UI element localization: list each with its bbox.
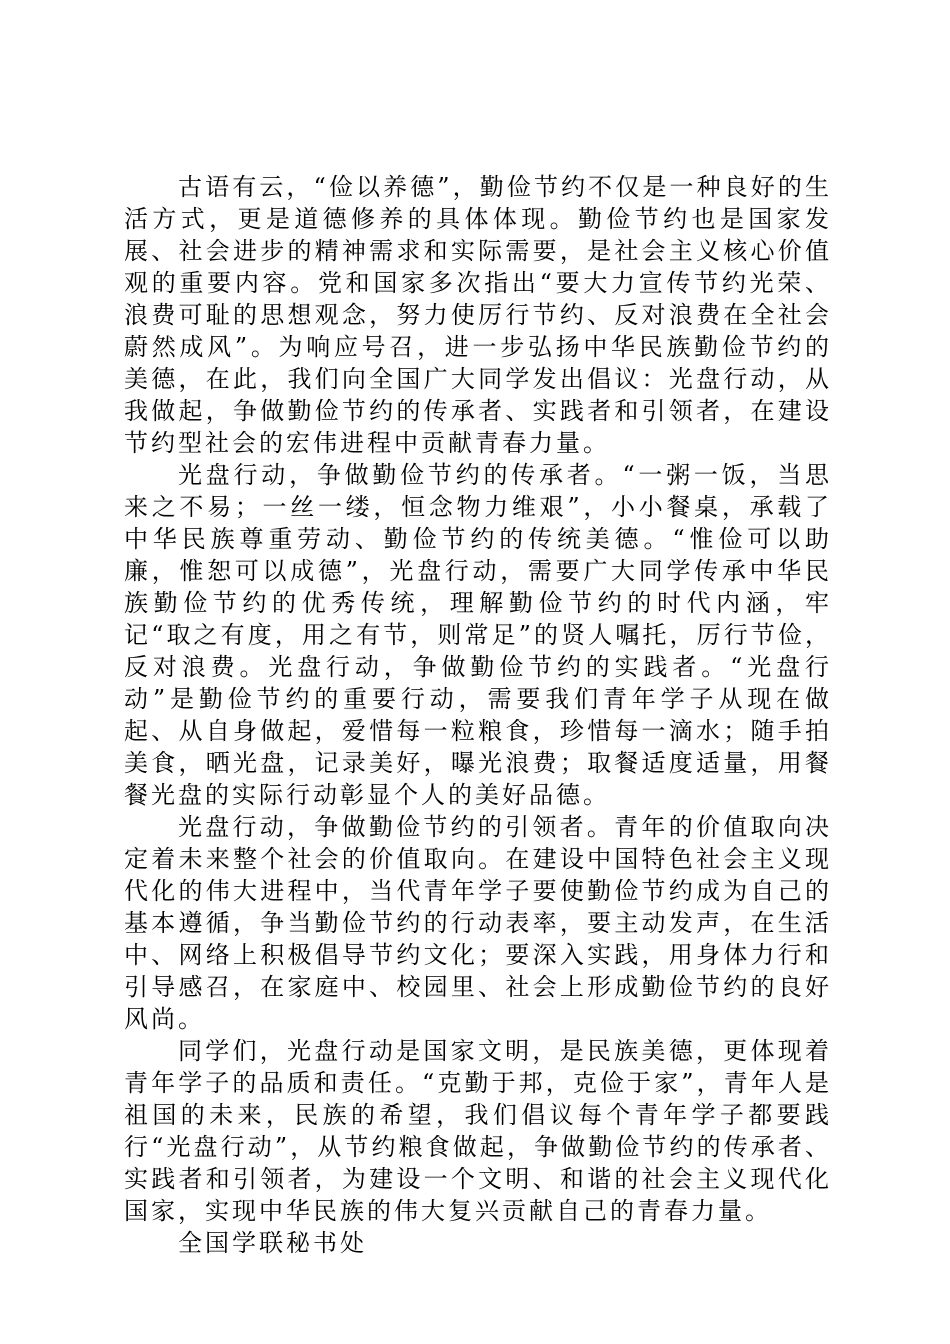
paragraph-inheritor-practitioner: 光盘行动，争做勤俭节约的传承者。“一粥一饭，当思来之不易；一丝一缕，恒念物力维艰”，小小餐桌，承载了中华民族尊重劳动、勤俭节约的传统美德。“惟俭可以助廉，惟恕可以成德”，光盘行动，需要广大同学传承中华民族勤俭节约的优秀传统，理解勤俭节约的时代内涵，牢记“取之有度，用之有节，则常足”的贤人嘱托，厉行节俭，反对浪费。光盘行动，争做勤俭节约的实践者。“光盘行动”是勤俭节约的重要行动，需要我们青年学子从现在做起、从自身做起，爱惜每一粒粮食，珍惜每一滴水；随手拍美食，晒光盘，记录美好，曝光浪费；取餐适度适量，用餐餐光盘的实际行动彰显个人的美好品德。	[124, 461, 832, 809]
paragraph-intro: 古语有云，“俭以养德”，勤俭节约不仅是一种良好的生活方式，更是道德修养的具体体现。勤俭节约也是国家发展、社会进步的精神需求和实际需要，是社会主义核心价值观的重要内容。党和国家多次指出“要大力宣传节约光荣、浪费可耻的思想观念，努力使厉行节约、反对浪费在全社会蔚然成风”。为响应号召，进一步弘扬中华民族勤俭节约的美德，在此，我们向全国广大同学发出倡议：光盘行动，从我做起，争做勤俭节约的传承者、实践者和引领者，在建设节约型社会的宏伟进程中贡献青春力量。	[124, 173, 832, 457]
document-body	[124, 171, 832, 1259]
paragraph-conclusion: 同学们，光盘行动是国家文明，是民族美德，更体现着青年学子的品质和责任。“克勤于邦，克俭于家”，青年人是祖国的未来，民族的希望，我们倡议每个青年学子都要践行“光盘行动”，从节约粮食做起，争做勤俭节约的传承者、实践者和引领者，为建设一个文明、和谐的社会主义现代化国家，实现中华民族的伟大复兴贡献自己的青春力量。	[124, 1037, 832, 1225]
paragraph-leader: 光盘行动，争做勤俭节约的引领者。青年的价值取向决定着未来整个社会的价值取向。在建设中国特色社会主义现代化的伟大进程中，当代青年学子要使勤俭节约成为自己的基本遵循，争当勤俭节约的行动表率，要主动发声，在生活中、网络上积极倡导节约文化；要深入实践，用身体力行和引导感召，在家庭中、校园里、社会上形成勤俭节约的良好风尚。	[124, 813, 832, 1033]
signature: 全国学联秘书处	[178, 1229, 367, 1257]
